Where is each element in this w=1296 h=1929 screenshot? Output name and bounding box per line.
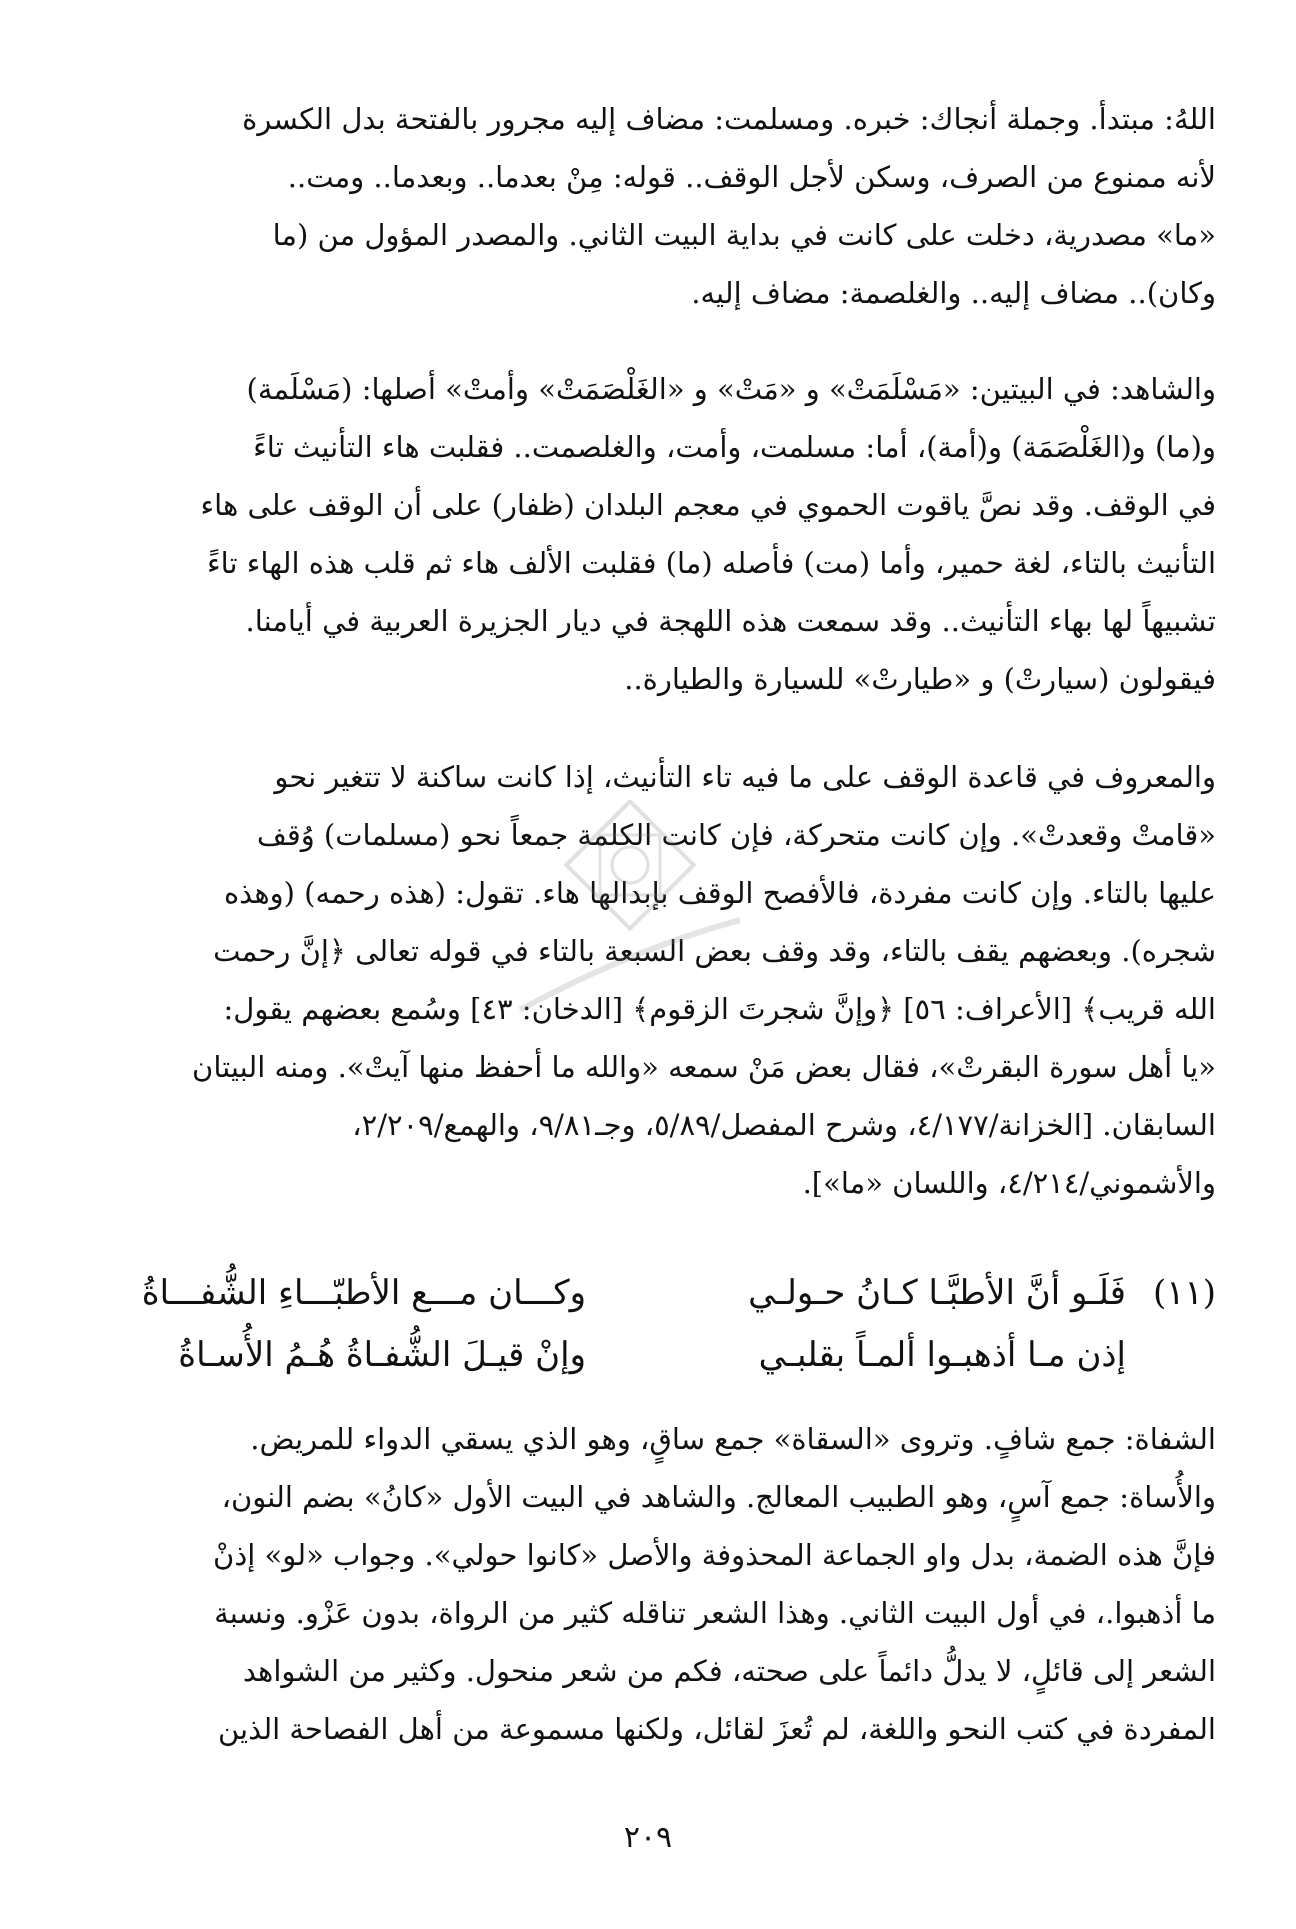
- poem-block: [82, 1262, 1216, 1386]
- text-line: والمعروف في قاعدة الوقف على ما فيه تاء التأنيث، إذا كانت ساكنة لا تتغير نحو: [274, 760, 1216, 794]
- text-line: والشاهد: في البيتين: «مَسْلَمَتْ» و «مَتْ» و «الغَلْصَمَتْ» وأمتْ» أصلها: (مَسْلَمة): [246, 372, 1216, 406]
- text-line: المفردة في كتب النحو واللغة، لم تُعزَ لقائل، ولكنها مسموعة من أهل الفصاحة الذين: [217, 1712, 1216, 1746]
- paragraph-poem-commentary: [82, 1410, 1216, 1758]
- text-line: شجره). وبعضهم يقف بالتاء، وقد وقف بعض السبعة بالتاء في قوله تعالى ﴿إنَّ رحمت: [213, 934, 1216, 968]
- verse-first-hemistich: إذن مـا أذهبـوا ألمـاً بقلبـي: [758, 1335, 1126, 1375]
- text-line: ما أذهبوا.، في أول البيت الثاني. وهذا الشعر تناقله كثير من الرواة، بدون عَزْو. ونسبة: [214, 1596, 1216, 1630]
- verse-first-hemistich: فَلَـو أنَّ الأطبَّـا كـانُ حـولـي: [748, 1273, 1126, 1313]
- text-line: التأنيث بالتاء، لغة حمير، وأما (مت) فأصله (ما) فقلبت الألف هاء ثم قلب هذه الهاء تاءً: [207, 546, 1216, 580]
- poem-verse: [82, 1262, 1216, 1324]
- text-line: السابقان. [الخزانة/٤/١٧٧، وشرح المفصل/٥/٨٩، وجـ٩/٨١، والهمع/٢/٢٠٩،: [352, 1108, 1216, 1142]
- paragraph-evidence: [82, 360, 1216, 708]
- text-line: في الوقف. وقد نصَّ ياقوت الحموي في معجم البلدان (ظفار) على أن الوقف على هاء: [200, 488, 1216, 522]
- text-line: الشفاة: جمع شافٍ. وتروى «السقاة» جمع ساقٍ، وهو الذي يسقي الدواء للمريض.: [250, 1422, 1216, 1456]
- text-line: والأشموني/٤/٢١٤، واللسان «ما»].: [802, 1166, 1216, 1200]
- text-line: فإنَّ هذه الضمة، بدل واو الجماعة المحذوفة والأصل «كانوا حولي». وجواب «لو» إذنْ: [213, 1538, 1216, 1572]
- page-number: ٢٠٩: [623, 1820, 673, 1855]
- text-line: الله قريب﴾ [الأعراف: ٥٦] ﴿وإنَّ شجرتَ الزقوم﴾ [الدخان: ٤٣] وسُمع بعضهم يقول:: [223, 992, 1216, 1026]
- paragraph-grammar-analysis: [82, 90, 1216, 322]
- verse-second-hemistich: وإنْ قيـلَ الشُّفـاةُ هُـمُ الأُسـاةُ: [178, 1335, 586, 1375]
- paragraph-waqf-rule: [82, 748, 1216, 1212]
- text-line: اللهُ: مبتدأ. وجملة أنجاك: خبره. ومسلمت: مضاف إليه مجرور بالفتحة بدل الكسرة: [242, 102, 1216, 136]
- text-line: وكان).. مضاف إليه.. والغلصمة: مضاف إليه.: [691, 276, 1216, 310]
- verse-number: (١١): [1152, 1273, 1216, 1313]
- text-line: تشبيهاً لها بهاء التأنيث.. وقد سمعت هذه اللهجة في ديار الجزيرة العربية في أيامنا.: [245, 604, 1216, 638]
- poem-verse: [82, 1324, 1216, 1386]
- text-line: «ما» مصدرية، دخلت على كانت في بداية البيت الثاني. والمصدر المؤول من (ما: [272, 218, 1216, 252]
- text-line: «قامتْ وقعدتْ». وإن كانت متحركة، فإن كانت الكلمة جمعاً نحو (مسلمات) وُقف: [256, 818, 1216, 852]
- verse-second-hemistich: وكـــان مـــع الأطبّـــاءِ الشُّفـــاةُ: [141, 1273, 586, 1313]
- text-line: «يا أهل سورة البقرتْ»، فقال بعض مَنْ سمعه «والله ما أحفظ منها آيتْ». ومنه البيتان: [192, 1050, 1216, 1084]
- text-line: و(ما) و(الغَلْصَمَة) و(أمة)، أما: مسلمت، وأمت، والغلصمت.. فقلبت هاء التأنيث تاءً: [253, 430, 1216, 464]
- text-line: والأُساة: جمع آسٍ، وهو الطبيب المعالج. والشاهد في البيت الأول «كانُ» بضم النون،: [221, 1480, 1216, 1514]
- text-line: عليها بالتاء. وإن كانت مفردة، فالأفصح الوقف بإبدالها هاء. تقول: (هذه رحمه) (وهذه: [223, 876, 1216, 910]
- text-line: فيقولون (سيارتْ) و «طيارتْ» للسيارة والطيارة..: [624, 662, 1216, 696]
- text-line: الشعر إلى قائلٍ، لا يدلُّ دائماً على صحته، فكم من شعر منحول. وكثير من الشواهد: [242, 1654, 1216, 1688]
- text-line: لأنه ممنوع من الصرف، وسكن لأجل الوقف.. قوله: مِنْ بعدما.. وبعدما.. ومت..: [287, 160, 1216, 194]
